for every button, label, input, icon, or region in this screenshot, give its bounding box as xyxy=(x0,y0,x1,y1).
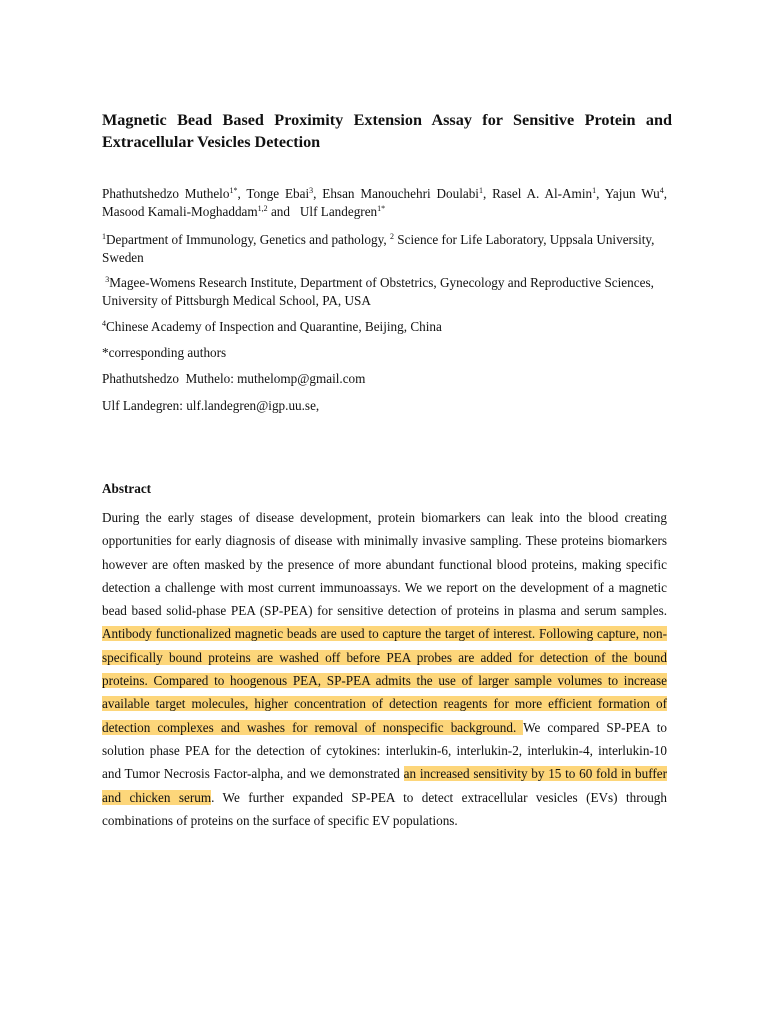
author-separator: , xyxy=(237,186,247,201)
author-affiliation-mark: 1 xyxy=(592,186,597,195)
affiliation-3 xyxy=(102,274,667,309)
abstract-heading: Abstract xyxy=(102,481,152,496)
abstract-text: We compared SP-PEA to solution phase PEA for the detection of cytokines: interlukin-6, interlukin-2, interlukin-4, interlukin-10 and Tumor Necrosis Factor-alpha, and we demonstrated xyxy=(102,719,667,782)
highlighted-text: an increased sensitivity by 15 to 60 fold in buffer and chicken serum xyxy=(102,766,667,805)
affiliation-mark: 4 xyxy=(102,319,106,328)
abstract-text: During the early stages of disease development, protein biomarkers can leak into the blood creating opportunities for early diagnosis of disease with minimally invasive sampling. These proteins biomarkers however are often masked by the presence of more abundant functional blood proteins, making specific detection a challenge with most current immunoassays. We we report on the development of a magnetic bead based solid-phase PEA (SP-PEA) for sensitive detection of proteins in plasma and serum samples. xyxy=(102,510,667,619)
author-name: Ulf Landegren xyxy=(299,203,378,219)
author-name: Ehsan Manouchehri Doulabi xyxy=(322,186,479,201)
author-separator: , xyxy=(663,186,668,201)
abstract-body xyxy=(102,506,667,832)
highlighted-text: Antibody functionalized magnetic beads are used to capture the target of interest. Following capture, non-specifically bound proteins are washed off before PEA probes are added for detection of the bound proteins. Compared to hoogenous PEA, SP-PEA admits the use of larger sample volumes to increase available target molecules, higher concentration of detection reagents for more efficient formation of detection complexes and washes for removal of nonspecific background. xyxy=(102,626,667,735)
author-affiliation-mark: 1* xyxy=(377,203,386,213)
abstract-text: . We further expanded SP-PEA to detect extracellular vesicles (EVs) through combinations of proteins on the surface of specific EV populations. xyxy=(102,789,667,828)
author-affiliation-mark: 1 xyxy=(478,186,483,195)
affiliation-mark: 3 xyxy=(105,275,110,284)
affiliation-text: Science for Life Laboratory, Uppsala University, Sweden xyxy=(102,232,655,265)
affiliation-mark: 2 xyxy=(389,232,394,241)
affiliation-4 xyxy=(102,318,667,336)
author-affiliation-mark: 1,2 xyxy=(257,203,268,213)
affiliation-text: Chinese Academy of Inspection and Quarantine, Beijing, China xyxy=(106,319,442,334)
author-name: Rasel A. Al-Amin xyxy=(492,186,593,201)
author-separator: and xyxy=(267,203,297,219)
author-name: Tonge Ebai xyxy=(246,186,310,201)
contact-email-2: Ulf Landegren: ulf.landegren@igp.uu.se, xyxy=(102,398,320,413)
author-name: Masood Kamali-Moghaddam xyxy=(102,203,258,219)
author-list xyxy=(102,185,667,220)
affiliation-text: Department of Immunology, Genetics and pathology, xyxy=(106,232,390,247)
author-affiliation-mark: 3 xyxy=(309,186,314,195)
author-separator: , xyxy=(596,186,605,201)
author-separator: , xyxy=(313,186,323,201)
paper-title: Magnetic Bead Based Proximity Extension Assay for Sensitive Protein and Extracellular Vesicles Detection xyxy=(102,111,672,151)
author-affiliation-mark: 4 xyxy=(659,186,664,195)
affiliation-1-2 xyxy=(102,231,667,266)
author-separator: , xyxy=(482,186,493,201)
author-name: Phathutshedzo Muthelo xyxy=(102,186,230,201)
author-affiliation-mark: 1* xyxy=(229,186,238,195)
corresponding-note: *corresponding authors xyxy=(102,345,227,360)
author-name: Yajun Wu xyxy=(604,186,660,201)
contact-email-1: Phathutshedzo Muthelo: muthelomp@gmail.com xyxy=(102,371,366,386)
affiliation-text: Magee-Womens Research Institute, Department of Obstetrics, Gynecology and Reproductive Sciences, University of Pittsburgh Medical School, PA, USA xyxy=(102,275,654,308)
affiliation-mark: 1 xyxy=(102,232,106,241)
